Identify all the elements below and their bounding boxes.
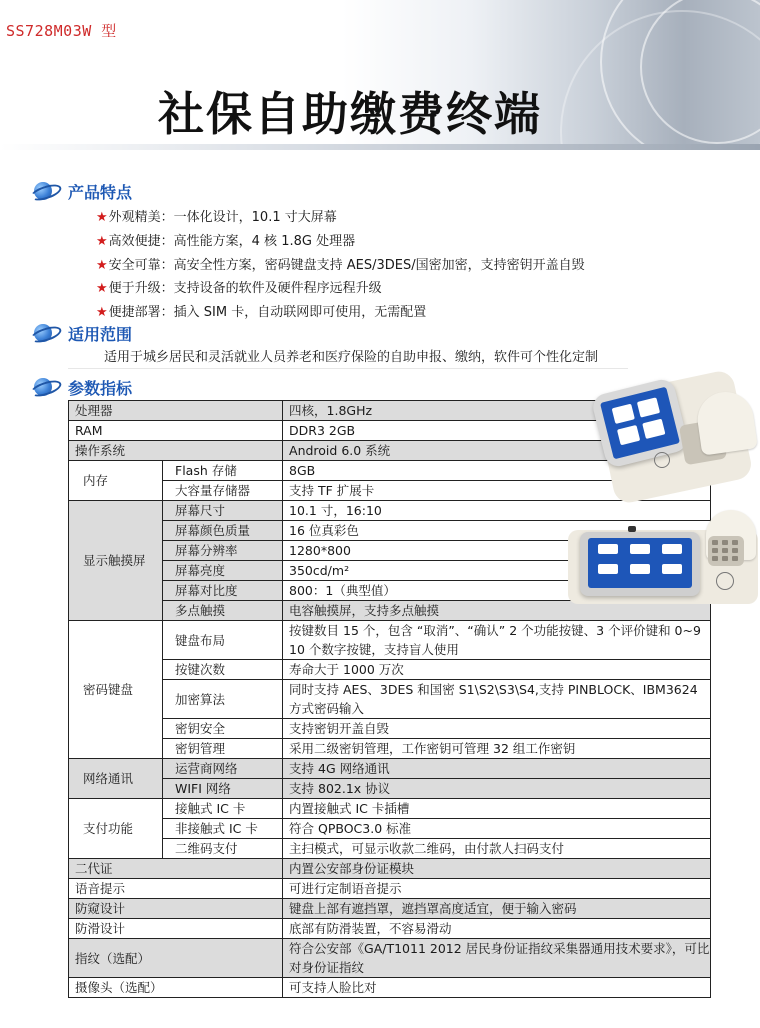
spec-label: 处理器 bbox=[69, 401, 283, 421]
spec-value: 符合公安部《GA/T1011 2012 居民身份证指纹采集器通用技术要求》，可比对身份证指纹 bbox=[283, 939, 711, 978]
spec-value: 采用二级密钥管理，工作密钥可管理 32 组工作密钥 bbox=[283, 739, 711, 759]
spec-value: 内置公安部身份证模块 bbox=[283, 859, 711, 879]
table-row bbox=[69, 899, 711, 919]
spec-label: 防滑设计 bbox=[69, 919, 283, 939]
spec-value: 1280*800 bbox=[283, 541, 711, 561]
spec-sublabel: 密钥管理 bbox=[163, 739, 283, 759]
spec-value: 主扫模式，可显示收款二维码，由付款人扫码支付 bbox=[283, 839, 711, 859]
product-photo-front bbox=[568, 510, 760, 606]
spec-sublabel: 屏幕分辨率 bbox=[163, 541, 283, 561]
table-row bbox=[69, 879, 711, 899]
spec-value: 键盘上部有遮挡罩，遮挡罩高度适宜，便于输入密码 bbox=[283, 899, 711, 919]
spec-label: 语音提示 bbox=[69, 879, 283, 899]
table-row bbox=[69, 660, 711, 680]
spec-value: DDR3 2GB bbox=[283, 421, 711, 441]
spec-sublabel: 二维码支付 bbox=[163, 839, 283, 859]
table-row bbox=[69, 799, 711, 819]
spec-label: 二代证 bbox=[69, 859, 283, 879]
table-row bbox=[69, 719, 711, 739]
feature-text: 外观精美：一体化设计，10.1 寸大屏幕 bbox=[108, 210, 337, 225]
table-row bbox=[69, 680, 711, 719]
camera-icon bbox=[628, 526, 636, 532]
spec-label: 操作系统 bbox=[69, 441, 283, 461]
spec-sublabel: 接触式 IC 卡 bbox=[163, 799, 283, 819]
star-icon: ★ bbox=[96, 305, 108, 320]
spec-value: 内置接触式 IC 卡插槽 bbox=[283, 799, 711, 819]
spec-group: 显示触摸屏 bbox=[69, 501, 163, 621]
spec-value: 同时支持 AES、3DES 和国密 S1\S2\S3\S4,支持 PINBLOCK、IBM3624 方式密码输入 bbox=[283, 680, 711, 719]
spec-sublabel: 按键次数 bbox=[163, 660, 283, 680]
star-icon: ★ bbox=[96, 210, 108, 225]
spec-value: 支持 802.1x 协议 bbox=[283, 779, 711, 799]
spec-value: 可进行定制语音提示 bbox=[283, 879, 711, 899]
feature-text: 安全可靠：高安全性方案，密码键盘支持 AES/3DES/国密加密，支持密钥开盖自毁 bbox=[108, 258, 585, 273]
section-title: 参数指标 bbox=[68, 378, 133, 398]
spec-value: 可支持人脸比对 bbox=[283, 978, 711, 998]
star-icon: ★ bbox=[96, 281, 108, 296]
spec-sublabel: 大容量存储器 bbox=[163, 481, 283, 501]
header-stripe bbox=[0, 144, 760, 150]
spec-sublabel: 键盘布局 bbox=[163, 621, 283, 660]
spec-value: 四核，1.8GHz bbox=[283, 401, 711, 421]
divider bbox=[68, 368, 628, 369]
spec-sublabel: 加密算法 bbox=[163, 680, 283, 719]
spec-value: 16 位真彩色 bbox=[283, 521, 711, 541]
spec-sublabel: WIFI 网络 bbox=[163, 779, 283, 799]
spec-sublabel: 屏幕尺寸 bbox=[163, 501, 283, 521]
table-row bbox=[69, 839, 711, 859]
spec-value: 10.1 寸，16:10 bbox=[283, 501, 711, 521]
spec-sublabel: 屏幕亮度 bbox=[163, 561, 283, 581]
spec-label: 指纹（选配） bbox=[69, 939, 283, 978]
table-row bbox=[69, 739, 711, 759]
spec-label: RAM bbox=[69, 421, 283, 441]
spec-sublabel: 非接触式 IC 卡 bbox=[163, 819, 283, 839]
feature-item bbox=[96, 254, 585, 273]
spec-value: Android 6.0 系统 bbox=[283, 441, 711, 461]
spec-value: 符合 QPBOC3.0 标准 bbox=[283, 819, 711, 839]
page-title: 社保自助缴费终端 bbox=[158, 87, 542, 141]
spec-group: 支付功能 bbox=[69, 799, 163, 859]
spec-value: 支持 TF 扩展卡 bbox=[283, 481, 711, 501]
globe-icon bbox=[30, 321, 60, 345]
spec-value: 800：1（典型值） bbox=[283, 581, 711, 601]
table-row bbox=[69, 859, 711, 879]
feature-item bbox=[96, 301, 426, 320]
section-title: 产品特点 bbox=[68, 182, 133, 202]
globe-icon bbox=[30, 179, 60, 203]
spec-value: 8GB bbox=[283, 461, 711, 481]
spec-group: 密码键盘 bbox=[69, 621, 163, 759]
table-row bbox=[69, 978, 711, 998]
model-number: SS728M03W 型 bbox=[6, 22, 117, 40]
feature-item bbox=[96, 206, 337, 225]
feature-item bbox=[96, 277, 382, 296]
spec-value: 支持 4G 网络通讯 bbox=[283, 759, 711, 779]
spec-value: 底部有防滑装置，不容易滑动 bbox=[283, 919, 711, 939]
spec-sublabel: 运营商网络 bbox=[163, 759, 283, 779]
table-row bbox=[69, 939, 711, 978]
scope-text: 适用于城乡居民和灵活就业人员养老和医疗保险的自助申报、缴纳，软件可个性化定制 bbox=[104, 350, 599, 365]
table-row bbox=[69, 819, 711, 839]
feature-item bbox=[96, 230, 355, 249]
star-icon: ★ bbox=[96, 258, 108, 273]
table-row bbox=[69, 759, 711, 779]
spec-value: 350cd/m² bbox=[283, 561, 711, 581]
spec-label: 防窥设计 bbox=[69, 899, 283, 919]
spec-label: 摄像头（选配） bbox=[69, 978, 283, 998]
spec-value: 按键数目 15 个，包含 “取消”、“确认” 2 个功能按键、3 个评价键和 0~9 10 个数字按键，支持盲人使用 bbox=[283, 621, 711, 660]
spec-group: 内存 bbox=[69, 461, 163, 501]
spec-sublabel: 屏幕颜色质量 bbox=[163, 521, 283, 541]
spec-group: 网络通讯 bbox=[69, 759, 163, 799]
section-specs-heading bbox=[30, 374, 132, 400]
table-row bbox=[69, 919, 711, 939]
spec-sublabel: 密钥安全 bbox=[163, 719, 283, 739]
product-photo-angled bbox=[594, 372, 760, 500]
spec-value: 电容触摸屏，支持多点触摸 bbox=[283, 601, 711, 621]
spec-sublabel: 多点触摸 bbox=[163, 601, 283, 621]
section-scope-heading bbox=[30, 320, 132, 346]
globe-icon bbox=[30, 375, 60, 399]
feature-text: 便捷部署：插入 SIM 卡，自动联网即可使用，无需配置 bbox=[108, 305, 427, 320]
decorative-arc bbox=[560, 10, 760, 150]
spec-sublabel: 屏幕对比度 bbox=[163, 581, 283, 601]
section-title: 适用范围 bbox=[68, 324, 133, 344]
spec-value: 支持密钥开盖自毁 bbox=[283, 719, 711, 739]
section-features-heading bbox=[30, 178, 132, 204]
star-icon: ★ bbox=[96, 234, 108, 249]
spec-sublabel: Flash 存储 bbox=[163, 461, 283, 481]
feature-text: 高效便捷：高性能方案，4 核 1.8G 处理器 bbox=[108, 234, 356, 249]
feature-text: 便于升级：支持设备的软件及硬件程序远程升级 bbox=[108, 281, 382, 296]
spec-value: 寿命大于 1000 万次 bbox=[283, 660, 711, 680]
table-row bbox=[69, 779, 711, 799]
